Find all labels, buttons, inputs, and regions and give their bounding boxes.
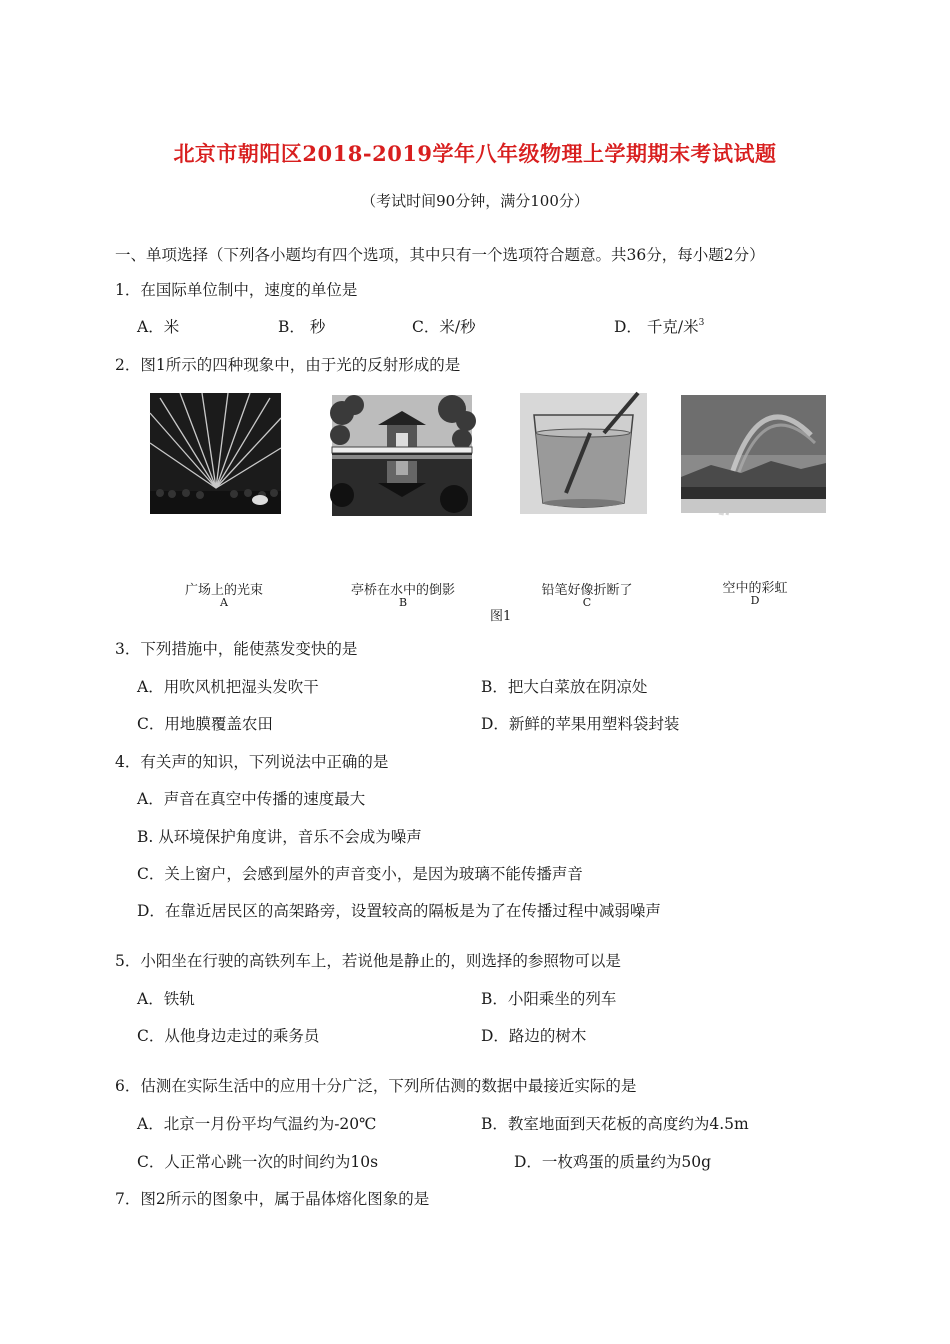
caption-a: 广场上的光束 — [184, 583, 263, 598]
figure-1-label: 图1 — [490, 609, 512, 624]
q4-option-c: C．关上窗户，会感到屋外的声音变小，是因为玻璃不能传播声音 — [137, 865, 583, 883]
q1-option-b: B． 秒 — [278, 318, 326, 336]
q3-option-c: C．用地膜覆盖农田 — [137, 715, 273, 733]
question-3-stem: 3．下列措施中，能使蒸发变快的是 — [115, 640, 358, 658]
q5-option-b: B．小阳乘坐的列车 — [481, 990, 617, 1008]
q4-option-a: A．声音在真空中传播的速度最大 — [137, 790, 366, 808]
caption-letter-d: D — [750, 594, 760, 607]
q1-option-d: D． 千克/米$^3$ — [614, 318, 705, 336]
q6-option-c: C．人正常心跳一次的时间约为10s — [137, 1153, 379, 1171]
caption-letter-c: C — [582, 596, 592, 609]
q4-option-d: D．在靠近居民区的高架路旁，设置较高的隔板是为了在传播过程中减弱噪声 — [137, 902, 661, 920]
q3-option-a: A．用吹风机把湿头发吹干 — [137, 678, 319, 696]
q4-option-b: B. 从环境保护角度讲，音乐不会成为噪声 — [137, 828, 422, 846]
question-4-stem: 4．有关声的知识，下列说法中正确的是 — [115, 753, 389, 771]
question-7-stem: 7．图2所示的图象中，属于晶体熔化图象的是 — [115, 1190, 430, 1208]
caption-letter-b: B — [398, 596, 408, 609]
caption-letter-a: A — [220, 596, 228, 609]
question-5-stem: 5．小阳坐在行驶的高铁列车上，若说他是静止的，则选择的参照物可以是 — [115, 952, 621, 970]
figure-rainbow-image — [681, 395, 826, 513]
q5-option-c: C．从他身边走过的乘务员 — [137, 1027, 320, 1045]
q6-option-a: A．北京一月份平均气温约为-20℃ — [137, 1115, 377, 1133]
figure-pencil-in-water-image — [520, 393, 647, 514]
q3-option-b: B．把大白菜放在阴凉处 — [481, 678, 648, 696]
question-6-stem: 6．估测在实际生活中的应用十分广泛，下列所估测的数据中最接近实际的是 — [115, 1077, 637, 1095]
figure-pavilion-reflection-image — [332, 395, 472, 516]
question-2-stem: 2．图1所示的四种现象中，由于光的反射形成的是 — [115, 356, 461, 374]
question-1-stem: 1．在国际单位制中，速度的单位是 — [115, 281, 358, 299]
q1-option-a: A．米 — [137, 318, 180, 336]
exam-info: （考试时间90分钟，满分100分） — [361, 192, 589, 210]
page-title: 北京市朝阳区2018-2019学年八年级物理上学期期末考试试题 — [173, 141, 777, 166]
caption-c: 铅笔好像折断了 — [541, 583, 633, 598]
q5-option-a: A．铁轨 — [137, 990, 195, 1008]
q6-option-b: B．教室地面到天花板的高度约为4.5m — [481, 1115, 749, 1133]
figure-light-beams-image — [150, 393, 281, 514]
q1-option-c: C．米/秒 — [412, 318, 476, 336]
q3-option-d: D．新鲜的苹果用塑料袋封装 — [481, 715, 680, 733]
section-heading: 一、单项选择（下列各小题均有四个选项，其中只有一个选项符合题意。共36分，每小题2分） — [115, 246, 765, 264]
q5-option-d: D．路边的树木 — [481, 1027, 587, 1045]
caption-b: 亭桥在水中的倒影 — [350, 583, 455, 598]
caption-d: 空中的彩虹 — [722, 581, 788, 596]
q6-option-d: D．一枚鸡蛋的质量约为50g — [514, 1153, 712, 1171]
